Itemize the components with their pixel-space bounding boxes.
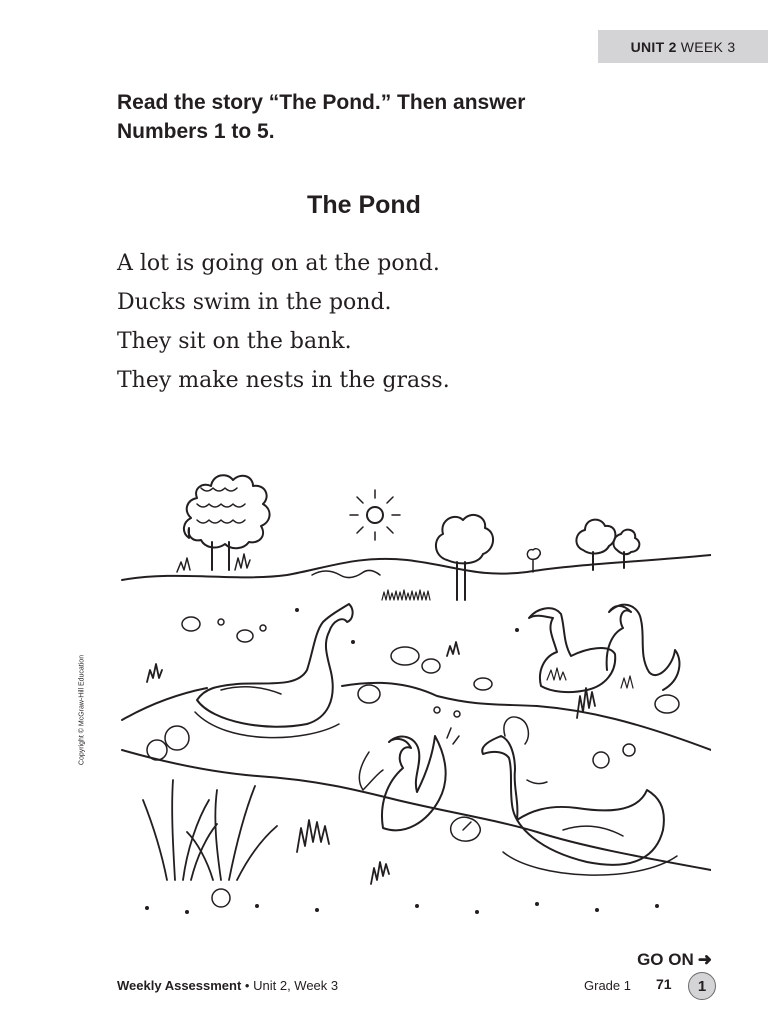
middle-tree	[436, 515, 493, 600]
unit-week-text: Unit 2, Week 3	[253, 978, 339, 993]
footer-separator: •	[244, 978, 250, 993]
hill-line	[122, 555, 711, 580]
reeds	[143, 642, 595, 884]
copyright-text: Copyright © McGraw-Hill Education	[78, 654, 86, 766]
go-on-label	[637, 950, 712, 970]
story-title: The Pond	[307, 191, 421, 219]
story-text	[117, 244, 677, 400]
lily-pad	[451, 817, 481, 841]
unit-week-tab	[598, 30, 768, 63]
story-line: Ducks swim in the pond.	[117, 290, 392, 315]
hill-shading	[312, 570, 380, 577]
directions	[117, 88, 617, 146]
big-tree	[177, 475, 270, 572]
story-line: They sit on the bank.	[117, 329, 352, 354]
arrow-right-icon: ➜	[697, 950, 712, 969]
pond-shore-top	[122, 683, 711, 750]
ground-dots	[145, 608, 659, 914]
assessment-title: Weekly Assessment	[117, 978, 242, 993]
directions-line-1: Read the story “The Pond.” Then answer	[117, 91, 526, 114]
pond-ducks-illustration	[117, 460, 711, 930]
sun	[350, 490, 400, 540]
footer-assessment	[117, 978, 338, 993]
section-number-badge: 1	[688, 972, 716, 1000]
duck-flapping	[359, 728, 459, 830]
grade-label: Grade 1	[584, 978, 631, 993]
unit-label: UNIT 2	[630, 38, 677, 55]
far-trees	[527, 520, 639, 572]
ducks-on-bank	[529, 605, 679, 692]
duck-right	[482, 717, 677, 875]
go-on-text: GO ON	[637, 950, 694, 969]
pond-shore-bottom	[122, 750, 711, 870]
story-line: A lot is going on at the pond.	[117, 251, 440, 276]
story-line: They make nests in the grass.	[117, 368, 450, 393]
grass-band	[382, 590, 430, 600]
week-label: WEEK 3	[680, 38, 736, 55]
directions-line-2: Numbers 1 to 5.	[117, 120, 275, 143]
page-number: 71	[656, 976, 672, 992]
